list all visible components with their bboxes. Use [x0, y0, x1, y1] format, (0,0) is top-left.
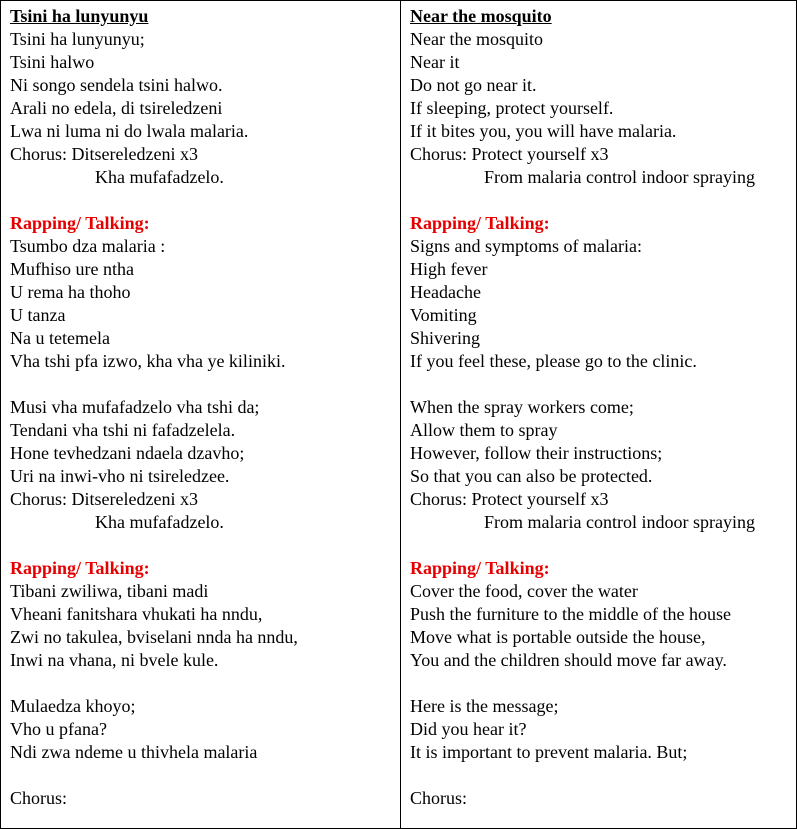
- lyric-line: Push the furniture to the middle of the house: [410, 604, 731, 624]
- lyric-line: Shivering: [410, 328, 480, 348]
- lyric-line: Tsumbo dza malaria :: [10, 236, 166, 256]
- chorus-line: Kha mufafadzelo.: [95, 167, 224, 187]
- lyric-line: Tsini ha lunyunyu;: [10, 29, 145, 49]
- lyric-line: U tanza: [10, 305, 66, 325]
- lyric-line: If sleeping, protect yourself.: [410, 98, 614, 118]
- lyric-line: Musi vha mufafadzelo vha tshi da;: [10, 397, 260, 417]
- lyric-line: Ndi zwa ndeme u thivhela malaria: [10, 742, 258, 762]
- lyric-line: Move what is portable outside the house,: [410, 627, 706, 647]
- lyric-line: Vho u pfana?: [10, 719, 107, 739]
- chorus-line: Chorus: Ditsereledzeni x3: [10, 144, 198, 164]
- lyric-line: So that you can also be protected.: [410, 466, 653, 486]
- spacer: [10, 534, 400, 557]
- rap-heading: Rapping/ Talking:: [410, 213, 550, 233]
- lyric-line: Mulaedza khoyo;: [10, 696, 136, 716]
- lyric-line: Cover the food, cover the water: [410, 581, 638, 601]
- lyric-line: Lwa ni luma ni do lwala malaria.: [10, 121, 249, 141]
- lyric-line: Arali no edela, di tsireledzeni: [10, 98, 223, 118]
- chorus-line: Chorus: Protect yourself x3: [410, 144, 609, 164]
- spacer: [10, 373, 400, 396]
- lyric-line: Inwi na vhana, ni bvele kule.: [10, 650, 219, 670]
- lyric-line: If you feel these, please go to the clinic.: [410, 351, 697, 371]
- lyric-line: Tendani vha tshi ni fafadzelela.: [10, 420, 236, 440]
- column-english: [401, 1, 796, 828]
- lyric-line: However, follow their instructions;: [410, 443, 663, 463]
- chorus-line: Chorus: Protect yourself x3: [410, 489, 609, 509]
- song-title: Near the mosquito: [410, 6, 552, 26]
- rap-heading: Rapping/ Talking:: [10, 213, 150, 233]
- lyric-line: Zwi no takulea, bviselani nnda ha nndu,: [10, 627, 298, 647]
- lyric-line: U rema ha thoho: [10, 282, 131, 302]
- lyric-line: Headache: [410, 282, 481, 302]
- lyric-line: Near the mosquito: [410, 29, 543, 49]
- song-title: Tsini ha lunyunyu: [10, 6, 149, 26]
- lyric-line: Here is the message;: [410, 696, 559, 716]
- lyric-line: If it bites you, you will have malaria.: [410, 121, 677, 141]
- spacer: [410, 373, 796, 396]
- lyric-line: Tsini halwo: [10, 52, 95, 72]
- spacer: [410, 534, 796, 557]
- lyric-line: Do not go near it.: [410, 75, 537, 95]
- lyric-line: Near it: [410, 52, 460, 72]
- lyric-line: When the spray workers come;: [410, 397, 634, 417]
- lyric-line: Did you hear it?: [410, 719, 527, 739]
- spacer: [10, 672, 400, 695]
- chorus-line: From malaria control indoor spraying: [484, 167, 755, 187]
- lyric-line: It is important to prevent malaria. But;: [410, 742, 688, 762]
- spacer: [410, 672, 796, 695]
- column-tshivenda: [1, 1, 401, 828]
- lyric-line: Vheani fanitshara vhukati ha nndu,: [10, 604, 263, 624]
- spacer: [10, 764, 400, 787]
- lyric-line: Ni songo sendela tsini halwo.: [10, 75, 223, 95]
- lyric-line: Mufhiso ure ntha: [10, 259, 134, 279]
- chorus-line: Chorus:: [10, 788, 68, 808]
- spacer: [10, 189, 400, 212]
- lyric-line: Allow them to spray: [410, 420, 558, 440]
- chorus-line: Chorus:: [410, 788, 468, 808]
- rap-heading: Rapping/ Talking:: [10, 558, 150, 578]
- chorus-line: Chorus: Ditsereledzeni x3: [10, 489, 198, 509]
- lyric-line: Na u tetemela: [10, 328, 110, 348]
- lyric-line: Vomiting: [410, 305, 477, 325]
- lyric-line: You and the children should move far away.: [410, 650, 727, 670]
- lyric-line: Hone tevhedzani ndaela dzavho;: [10, 443, 245, 463]
- lyric-line: Uri na inwi-vho ni tsireledzee.: [10, 466, 230, 486]
- spacer: [410, 189, 796, 212]
- lyric-line: High fever: [410, 259, 488, 279]
- chorus-line: From malaria control indoor spraying: [484, 512, 755, 532]
- spacer: [410, 764, 796, 787]
- lyric-line: Signs and symptoms of malaria:: [410, 236, 642, 256]
- rap-heading: Rapping/ Talking:: [410, 558, 550, 578]
- chorus-line: Kha mufafadzelo.: [95, 512, 224, 532]
- lyric-line: Tibani zwiliwa, tibani madi: [10, 581, 209, 601]
- lyric-line: Vha tshi pfa izwo, kha vha ye kiliniki.: [10, 351, 286, 371]
